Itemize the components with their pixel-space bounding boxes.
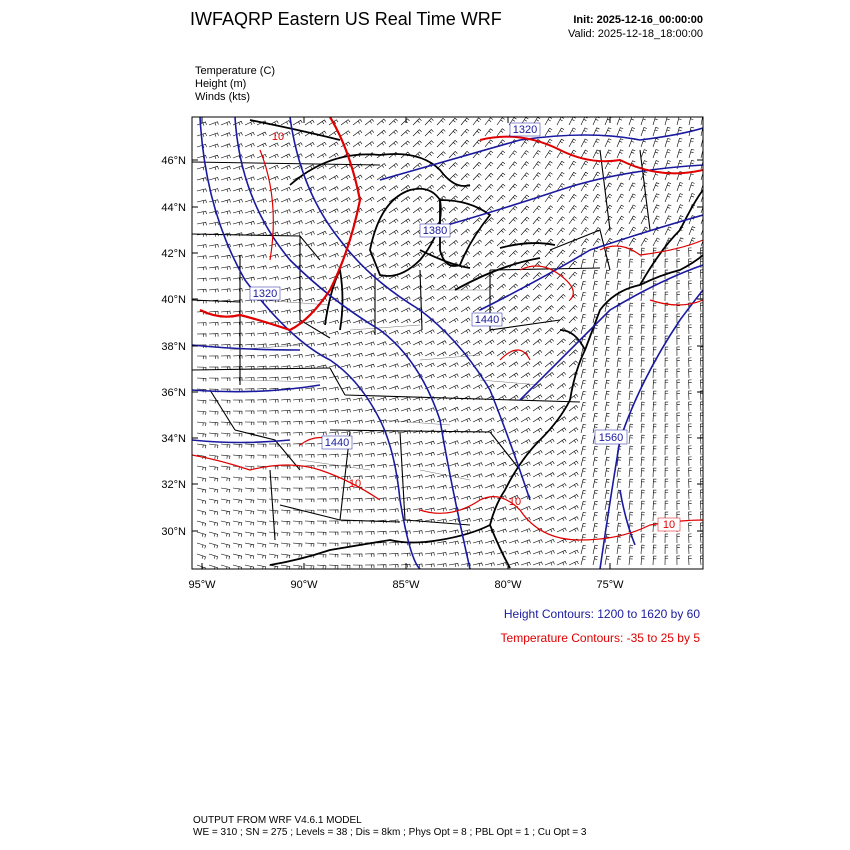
height-label: 1560 (598, 432, 624, 444)
field-temperature: Temperature (C) (195, 65, 276, 77)
lat-tick-label: 42°N (161, 248, 186, 260)
lon-tick-label: 95°W (188, 579, 216, 591)
temperature-legend: Temperature Contours: -35 to 25 by 5 (500, 631, 700, 645)
lon-tick-label: 75°W (596, 579, 624, 591)
footer-line-2: WE = 310 ; SN = 275 ; Levels = 38 ; Dis = 8km ; Phys Opt = 8 ; PBL Opt = 1 ; Cu Opt = 3 (193, 827, 587, 838)
lat-tick-label: 40°N (161, 294, 186, 306)
lat-tick-label: 36°N (161, 387, 186, 399)
height-label: 1380 (422, 225, 448, 237)
field-height: Height (m) (195, 78, 247, 90)
height-label: 1440 (324, 437, 350, 449)
footer-line-1: OUTPUT FROM WRF V4.6.1 MODEL (193, 815, 362, 826)
field-winds: Winds (kts) (195, 91, 250, 103)
temperature-label: 10 (662, 519, 676, 531)
init-time: Init: 2025-12-16_00:00:00 (573, 14, 703, 26)
lat-tick-label: 34°N (161, 433, 186, 445)
lat-tick-label: 44°N (161, 202, 186, 214)
height-legend: Height Contours: 1200 to 1620 by 60 (503, 607, 700, 621)
lat-tick-label: 46°N (161, 155, 186, 167)
height-label: 1320 (252, 288, 278, 300)
lat-tick-label: 30°N (161, 526, 186, 538)
lon-tick-label: 85°W (392, 579, 420, 591)
lat-tick-label: 32°N (161, 479, 186, 491)
lon-tick-label: 80°W (494, 579, 522, 591)
height-label: 1320 (512, 124, 538, 136)
valid-time: Valid: 2025-12-18_18:00:00 (568, 28, 703, 40)
chart-title: IWFAQRP Eastern US Real Time WRF (190, 9, 502, 29)
temperature-label: 10 (271, 131, 285, 143)
lon-tick-label: 90°W (290, 579, 318, 591)
temperature-label: 10 (508, 496, 522, 508)
temperature-label: 10 (348, 478, 362, 490)
model-footer (193, 815, 586, 839)
lat-tick-label: 38°N (161, 341, 186, 353)
height-label: 1440 (474, 314, 500, 326)
